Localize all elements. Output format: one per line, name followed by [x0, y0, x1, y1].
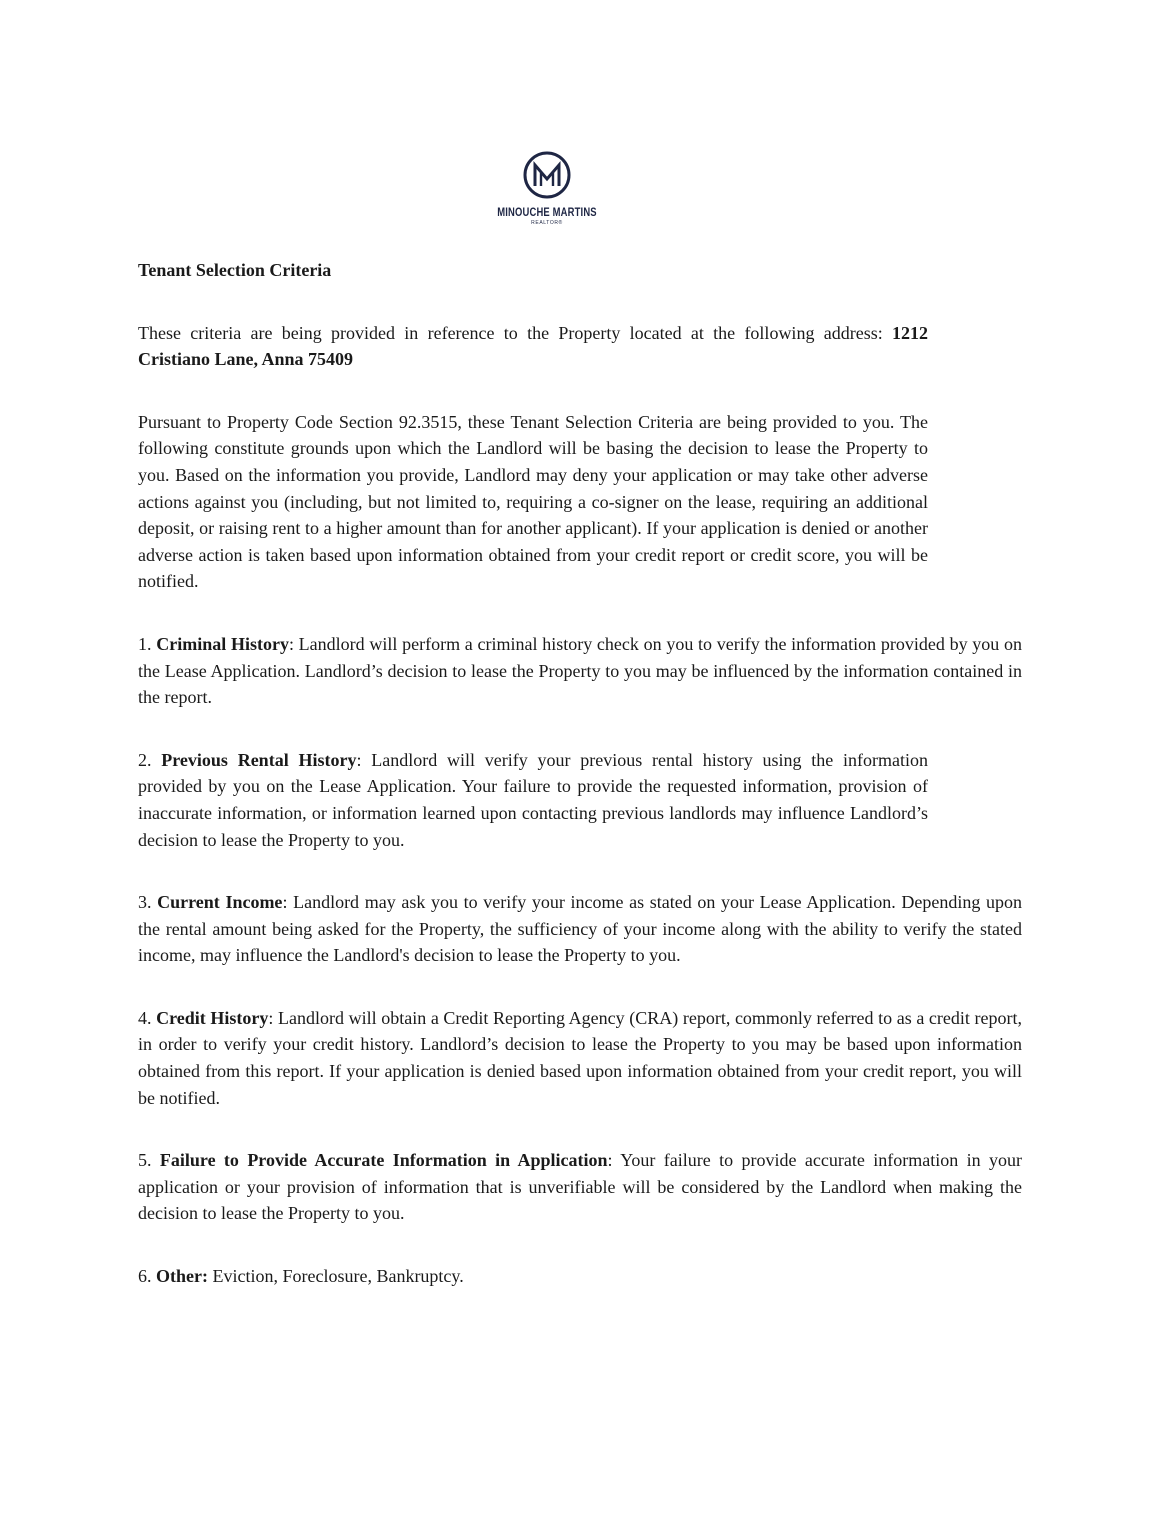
- item-number: 1.: [138, 633, 152, 654]
- item-heading: Other:: [156, 1266, 208, 1287]
- intro-paragraph: [138, 320, 928, 373]
- realtor-logo: [480, 150, 614, 226]
- item-heading: Current Income: [157, 892, 283, 913]
- criteria-item-previous-rental-history: [138, 747, 928, 853]
- item-number: 3.: [138, 892, 152, 913]
- item-text: Eviction, Foreclosure, Bankruptcy.: [207, 1266, 464, 1287]
- logo-subtitle: REALTOR®: [531, 220, 563, 226]
- mm-monogram-icon: [522, 150, 572, 200]
- criteria-item-failure-to-provide-accurate-information: [138, 1147, 1022, 1227]
- item-heading: Previous Rental History: [161, 749, 357, 770]
- item-heading: Failure to Provide Accurate Information in Application: [159, 1150, 608, 1171]
- criteria-item-other: [138, 1263, 1032, 1290]
- item-number: 2.: [138, 749, 152, 770]
- criteria-item-credit-history: [138, 1005, 1022, 1111]
- property-address: 1212 Cristiano Lane, Anna 75409: [138, 322, 928, 370]
- item-heading: Criminal History: [156, 633, 289, 654]
- document-title: Tenant Selection Criteria: [138, 260, 332, 280]
- item-text: : Landlord will obtain a Credit Reporting Agency (CRA) report, commonly referred to as a credit report, in order to verify your credit history. Landlord’s decision to lease the Property to you may be based upon information obtained from this report. If your application is denied based upon information obtained from your credit report, you will be notified.: [138, 1007, 1023, 1108]
- item-number: 5.: [138, 1150, 152, 1171]
- item-text: : Your failure to provide accurate information in your application or your provision of information that is unverifiable will be considered by the Landlord when making the decision to lease the Property to you.: [138, 1150, 1022, 1224]
- item-number: 4.: [138, 1007, 152, 1028]
- criteria-item-criminal-history: [138, 631, 1022, 711]
- criteria-item-current-income: [138, 889, 1022, 969]
- item-heading: Credit History: [156, 1007, 269, 1028]
- intro-text: These criteria are being provided in reference to the Property located at the following address:: [138, 322, 892, 343]
- item-text: : Landlord will perform a criminal history check on you to verify the information provided by you on the Lease Application. Landlord’s decision to lease the Property to you may be influenced by the information contained in the report.: [138, 633, 1023, 708]
- item-number: 6.: [138, 1266, 152, 1287]
- logo-name: MINOUCHE MARTINS: [497, 207, 597, 219]
- document-body: [138, 257, 1032, 1326]
- item-text: : Landlord will verify your previous rental history using the information provided by you on the Lease Application. Your failure to provide the requested information, provision of inaccurate information, or information learned upon contacting previous landlords may influence Landlord’s decision to lease the Property to you.: [138, 749, 928, 850]
- pursuant-paragraph: Pursuant to Property Code Section 92.3515, these Tenant Selection Criteria are being provided to you. The following constitute grounds upon which the Landlord will be basing the decision to lease the Property to you. Based on the information you provide, Landlord may deny your application or may take other adverse actions against you (including, but not limited to, requiring a co-signer on the lease, requiring an additional deposit, or raising rent to a higher amount than for another applicant). If your application is denied or another adverse action is taken based upon information obtained from your credit report or credit score, you will be notified.: [138, 411, 928, 592]
- item-text: : Landlord may ask you to verify your income as stated on your Lease Application. Depending upon the rental amount being asked for the Property, the sufficiency of your income along with the ability to verify the stated income, may influence the Landlord's decision to lease the Property to you.: [138, 892, 1023, 966]
